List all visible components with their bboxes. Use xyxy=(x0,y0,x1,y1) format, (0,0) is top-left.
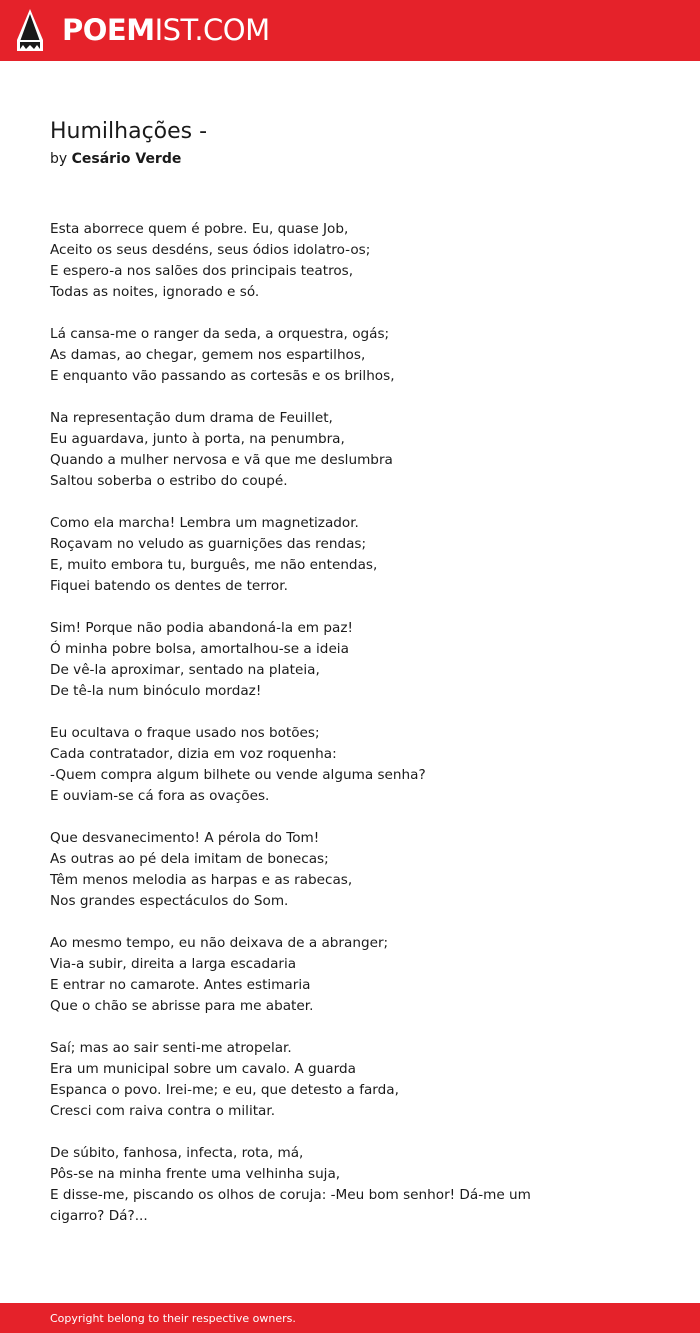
poem-line: As outras ao pé dela imitam de bonecas; xyxy=(50,851,329,867)
poem-body xyxy=(50,219,650,1248)
poem-line: Como ela marcha! Lembra um magnetizador. xyxy=(50,515,359,531)
poem-line: Saí; mas ao sair senti-me atropelar. xyxy=(50,1040,292,1056)
poem-line: Pôs-se na minha frente uma velhinha suja, xyxy=(50,1166,341,1182)
poem-title: Humilhações - xyxy=(50,119,208,144)
poem-line: Cada contratador, dizia em voz roquenha: xyxy=(50,746,337,762)
author-name: Cesário Verde xyxy=(71,151,182,167)
byline xyxy=(50,149,181,169)
poem-line: Ó minha pobre bolsa, amortalhou-se a ideia xyxy=(50,641,349,657)
poem-line: Ao mesmo tempo, eu não deixava de a abranger; xyxy=(50,935,389,951)
stanza xyxy=(50,618,650,702)
stanza xyxy=(50,723,650,807)
logo-light-text: IST.COM xyxy=(154,13,270,47)
stanza xyxy=(50,513,650,597)
poem-line: Nos grandes espectáculos do Som. xyxy=(50,893,289,909)
poem-line: Saltou soberba o estribo do coupé. xyxy=(50,473,288,489)
stanza xyxy=(50,1143,650,1227)
poem-line: Que desvanecimento! A pérola do Tom! xyxy=(50,830,320,846)
site-header xyxy=(0,0,700,61)
poem-line: E, muito embora tu, burguês, me não entendas, xyxy=(50,557,378,573)
poem-line: Roçavam no veludo as guarnições das rendas; xyxy=(50,536,367,552)
poem-line: E ouviam-se cá fora as ovações. xyxy=(50,788,270,804)
poem-line: Esta aborrece quem é pobre. Eu, quase Job, xyxy=(50,221,349,237)
pencil-icon[interactable] xyxy=(16,8,44,52)
stanza xyxy=(50,1038,650,1122)
poem-line: cigarro? Dá?... xyxy=(50,1208,148,1224)
site-logo[interactable] xyxy=(62,12,270,48)
poem-line: Via-a subir, direita a larga escadaria xyxy=(50,956,297,972)
poem-line: E espero-a nos salões dos principais teatros, xyxy=(50,263,354,279)
poem-line: Todas as noites, ignorado e só. xyxy=(50,284,260,300)
logo-bold-text: POEM xyxy=(62,13,155,47)
stanza xyxy=(50,828,650,912)
poem-line: Sim! Porque não podia abandoná-la em paz! xyxy=(50,620,353,636)
site-footer xyxy=(0,1303,700,1333)
poem-line: E disse-me, piscando os olhos de coruja: -Meu bom senhor! Dá-me um xyxy=(50,1187,531,1203)
poem-line: Cresci com raiva contra o militar. xyxy=(50,1103,276,1119)
copyright-text: Copyright belong to their respective owners. xyxy=(50,1312,296,1325)
stanza xyxy=(50,933,650,1017)
poem-line: Quando a mulher nervosa e vã que me deslumbra xyxy=(50,452,393,468)
stanza xyxy=(50,219,650,303)
poem-line: De tê-la num binóculo mordaz! xyxy=(50,683,262,699)
poem-line: E entrar no camarote. Antes estimaria xyxy=(50,977,311,993)
poem-line: Que o chão se abrisse para me abater. xyxy=(50,998,314,1014)
stanza xyxy=(50,408,650,492)
poem-line: Eu ocultava o fraque usado nos botões; xyxy=(50,725,320,741)
poem-line: Fiquei batendo os dentes de terror. xyxy=(50,578,288,594)
poem-line: Na representação dum drama de Feuillet, xyxy=(50,410,333,426)
poem-line: Lá cansa-me o ranger da seda, a orquestra, ogás; xyxy=(50,326,390,342)
poem-line: Têm menos melodia as harpas e as rabecas, xyxy=(50,872,353,888)
poem-line: Eu aguardava, junto à porta, na penumbra, xyxy=(50,431,345,447)
by-label: by xyxy=(50,151,68,167)
poem-line: -Quem compra algum bilhete ou vende alguma senha? xyxy=(50,767,426,783)
poem-line: Espanca o povo. Irei-me; e eu, que detesto a farda, xyxy=(50,1082,399,1098)
poem-line: De vê-la aproximar, sentado na plateia, xyxy=(50,662,320,678)
poem-line: E enquanto vão passando as cortesãs e os brilhos, xyxy=(50,368,395,384)
poem-line: Era um municipal sobre um cavalo. A guarda xyxy=(50,1061,356,1077)
poem-line: As damas, ao chegar, gemem nos espartilhos, xyxy=(50,347,366,363)
poem-line: Aceito os seus desdéns, seus ódios idolatro-os; xyxy=(50,242,371,258)
stanza xyxy=(50,324,650,387)
poem-line: De súbito, fanhosa, infecta, rota, má, xyxy=(50,1145,304,1161)
